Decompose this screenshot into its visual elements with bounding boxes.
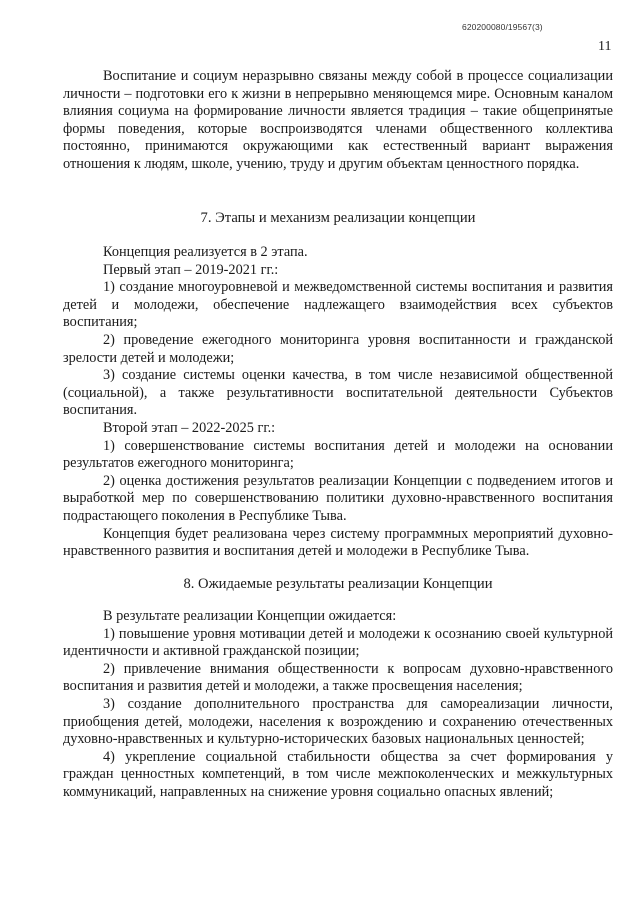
intro-block [63, 68, 613, 174]
paragraph: 4) укрепление социальной стабильности общества за счет формирования у граждан ценностных компетенций, в том числе межпоколенческих и межкультурных коммуникаций, направленных на снижение уровня социально опасных явлений; [63, 748, 613, 800]
section-7-heading: 7. Этапы и механизм реализации концепции [200, 210, 476, 226]
paragraph: 3) создание системы оценки качества, в том числе независимой общественной (социальной), а также результативности воспитательной деятельности Субъектов воспитания. [63, 367, 613, 419]
paragraph: 2) оценка достижения результатов реализации Концепции с подведением итогов и выработкой мер по совершенствованию политики духовно-нравственного воспитания подрастающего поколения в Республике Тыва. [63, 472, 613, 524]
document-id: 620200080/19567(3) [462, 22, 543, 32]
paragraph: 3) создание дополнительного пространства для самореализации личности, приобщения детей, молодежи, населения к возрождению и сохранению отечественных духовно-нравственных и культурно-исторических базовых национальных ценностей; [63, 695, 613, 748]
paragraph: 1) совершенствование системы воспитания детей и молодежи на основании результатов ежегодного мониторинга; [63, 437, 613, 472]
paragraph: 1) создание многоуровневой и межведомственной системы воспитания и развития детей и молодежи, обеспечение надлежащего взаимодействия всех субъектов воспитания; [63, 279, 613, 331]
paragraph: Второй этап – 2022-2025 гг.: [103, 419, 276, 436]
paragraph: 2) привлечение внимания общественности к вопросам духовно-нравственного воспитания и развития детей и молодежи, а также просвещения населения; [63, 660, 613, 695]
paragraph: Концепция будет реализована через систему программных мероприятий духовно-нравственного развития и воспитания детей и молодежи в Республике Тыва. [63, 525, 613, 560]
paragraph: 1) повышение уровня мотивации детей и молодежи к осознанию своей культурной идентичности и активной гражданской позиции; [63, 625, 613, 660]
paragraph: В результате реализации Концепции ожидается: [103, 608, 397, 624]
section-8-body [63, 608, 613, 802]
paragraph: Концепция реализуется в 2 этапа. [103, 244, 308, 260]
section-8-heading: 8. Ожидаемые результаты реализации Концепции [183, 576, 493, 592]
page-number: 11 [598, 39, 612, 54]
intro-paragraph: Воспитание и социум неразрывно связаны между собой в процессе социализации личности – подготовки его к жизни в непрерывно меняющемся мире. Основным каналом влияния социума на формирование личности является традиция – такие общепринятые формы поведения, которые воспроизводятся членами общественного коллектива постоянно, принимаются окружающими как естественный вариант выражения отношения к людям, школе, учению, труду и другим объектам ценностного порядка. [63, 68, 613, 172]
paragraph: 2) проведение ежегодного мониторинга уровня воспитанности и гражданской зрелости детей и молодежи; [63, 331, 613, 366]
section-7-body [63, 244, 613, 561]
paragraph: Первый этап – 2019-2021 гг.: [103, 261, 279, 278]
